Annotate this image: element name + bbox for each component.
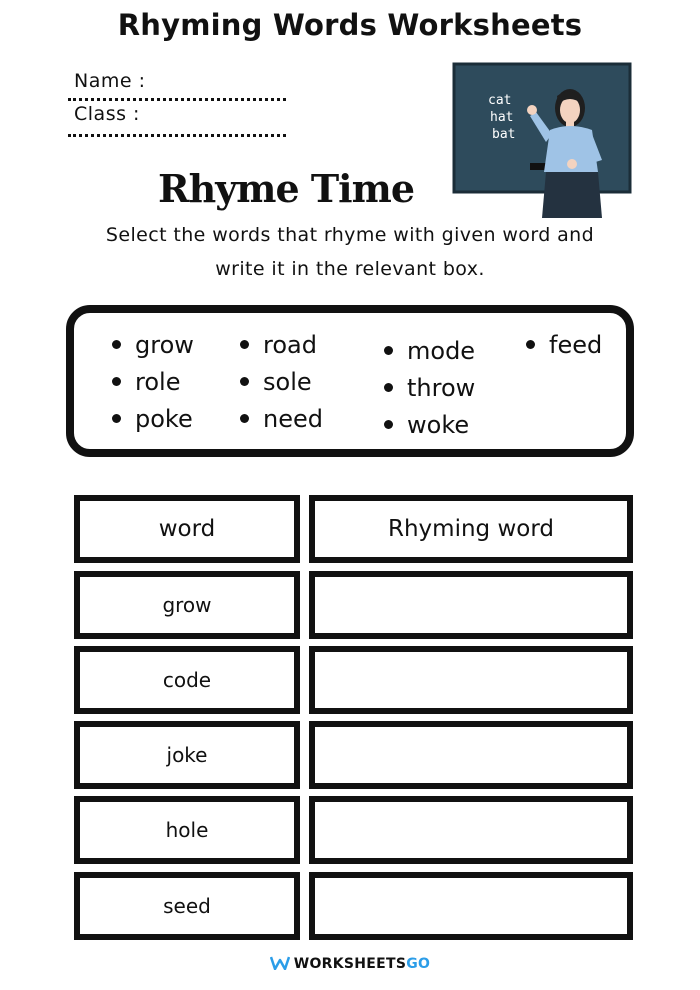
answer-box[interactable] (309, 796, 633, 864)
header-word-cell: word (74, 495, 300, 563)
word-bank-box (66, 305, 634, 457)
bank-item[interactable]: sole (240, 368, 312, 396)
board-word-3: bat (492, 127, 516, 142)
instructions-line-1: Select the words that rhyme with given word and (105, 224, 595, 246)
bank-item[interactable]: need (240, 405, 323, 433)
bullet-icon (240, 340, 249, 349)
bullet-icon (384, 420, 393, 429)
header-rhyme-cell: Rhyming word (309, 495, 633, 563)
bank-item[interactable]: throw (384, 374, 475, 402)
bullet-icon (112, 414, 121, 423)
row-word-cell: code (74, 646, 300, 714)
answer-box[interactable] (309, 872, 633, 940)
worksheet-title: Rhyming Words Worksheets (117, 8, 583, 42)
answer-box[interactable] (309, 646, 633, 714)
bullet-icon (240, 414, 249, 423)
teacher-illustration (452, 60, 632, 220)
answer-box[interactable] (309, 721, 633, 789)
instructions (60, 218, 640, 286)
footer-logo: WORKSHEETSGO (0, 956, 700, 972)
board-word-1: cat (488, 93, 512, 108)
bank-item[interactable]: mode (384, 337, 475, 365)
teacher-face (560, 97, 580, 123)
row-word-cell: hole (74, 796, 300, 864)
name-label: Name : (74, 70, 146, 92)
row-word-cell: joke (74, 721, 300, 789)
answer-box[interactable] (309, 571, 633, 639)
bullet-icon (112, 340, 121, 349)
bank-item[interactable]: poke (112, 405, 193, 433)
row-word-cell: grow (74, 571, 300, 639)
bullet-icon (526, 340, 535, 349)
bullet-icon (384, 346, 393, 355)
row-word-cell: seed (74, 872, 300, 940)
instructions-line-2: write it in the relevant box. (215, 258, 485, 280)
class-dotted-line[interactable] (68, 134, 286, 137)
bullet-icon (112, 377, 121, 386)
board-word-2: hat (490, 110, 514, 125)
bank-item[interactable]: role (112, 368, 180, 396)
name-dotted-line[interactable] (68, 98, 286, 101)
bullet-icon (384, 383, 393, 392)
teacher-skirt (542, 172, 602, 218)
bank-item[interactable]: grow (112, 331, 194, 359)
bank-item[interactable]: road (240, 331, 317, 359)
section-title: Rhyme Time (158, 166, 414, 211)
bank-item[interactable]: feed (526, 331, 602, 359)
class-label: Class : (74, 103, 140, 125)
logo-icon (270, 956, 290, 970)
bank-item[interactable]: woke (384, 411, 469, 439)
bullet-icon (240, 377, 249, 386)
